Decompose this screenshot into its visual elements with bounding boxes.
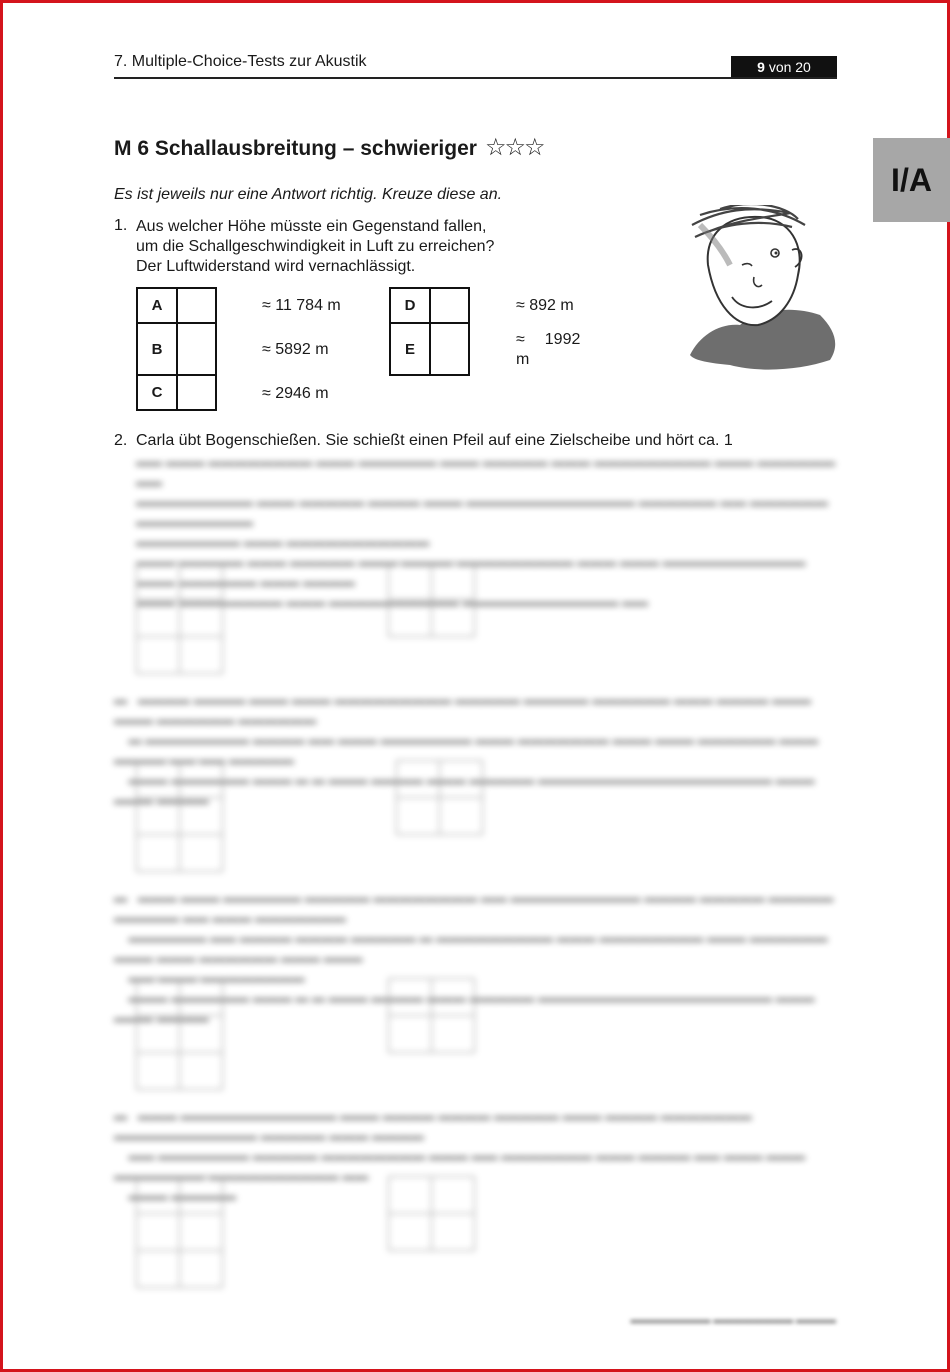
page-title-text: M 6 Schallausbreitung – schwieriger (114, 137, 477, 160)
blurred-grid (388, 1176, 475, 1251)
q1-option-e-unit: m (516, 351, 530, 368)
blurred-text-block: ▬ ▬▬▬ ▬▬▬ ▬▬▬▬▬▬ ▬▬▬▬▬ ▬▬▬▬▬▬▬▬ ▬▬ ▬▬▬▬▬▬▬▬▬▬ ▬▬▬▬ ▬▬▬▬▬ ▬▬▬▬▬ ▬▬▬▬▬ ▬▬ ▬▬▬ ▬▬▬▬▬▬▬ ▬▬▬▬▬▬ ▬▬ ▬▬▬▬ ▬▬▬▬ ▬▬▬▬▬ ▬ ▬▬▬▬▬▬▬▬▬ ▬▬▬ ▬▬▬▬▬▬▬▬ ▬▬▬ ▬▬▬▬▬▬ ▬▬▬ ▬▬▬ ▬▬▬▬▬▬ ▬▬▬ ▬▬▬ ▬▬ ▬▬▬ ▬▬▬▬▬▬▬▬ ▬▬▬ ▬▬▬▬▬▬ ▬▬▬ ▬ ▬ ▬▬▬ ▬▬▬▬ ▬▬▬ ▬▬▬▬▬ ▬▬▬▬▬▬▬▬▬▬▬▬▬▬▬▬▬▬ ▬▬▬ ▬▬▬ ▬▬▬▬ (114, 890, 834, 1025)
page-title (114, 133, 544, 161)
q1-answer-grid-right (389, 287, 470, 376)
blurred-grid (388, 562, 475, 637)
blurred-grid (136, 1176, 223, 1288)
q1-letter-d: D (390, 288, 430, 323)
q1-option-d: ≈ 892 m (516, 297, 574, 314)
q1-answer-grid-left (136, 287, 217, 411)
question-1-text: Aus welcher Höhe müsste ein Gegenstand fallen, um die Schallgeschwindigkeit in Luft zu erreichen? Der Luftwiderstand wird vernachlässigt. (136, 218, 495, 275)
blurred-grid (136, 978, 223, 1090)
q1-checkbox-c[interactable] (177, 375, 216, 410)
page-indicator (731, 56, 837, 78)
q1-letter-e: E (390, 323, 430, 375)
section-tab: I/A (873, 138, 950, 222)
q1-checkbox-b[interactable] (177, 323, 216, 375)
page-total: von 20 (768, 59, 811, 75)
q1-checkbox-e[interactable] (430, 323, 469, 375)
q1-checkbox-d[interactable] (430, 288, 469, 323)
blurred-text-block: ▬ ▬▬▬ ▬▬▬▬▬▬▬▬▬▬▬▬ ▬▬▬ ▬▬▬▬ ▬▬▬▬ ▬▬▬▬▬ ▬▬▬ ▬▬▬▬ ▬▬▬▬▬▬▬ ▬▬▬▬▬▬▬▬▬▬▬ ▬▬▬▬▬ ▬▬▬ ▬▬▬▬ ▬▬ ▬▬▬▬▬▬▬ ▬▬▬▬▬ ▬▬▬▬▬▬▬▬ ▬▬▬ ▬▬ ▬▬▬▬▬▬▬ ▬▬▬ ▬▬▬▬ ▬▬ ▬▬▬ ▬▬▬ ▬▬▬▬▬▬▬ ▬▬▬▬▬▬▬▬▬▬ ▬▬ ▬▬▬ ▬▬▬▬▬ (114, 1108, 806, 1203)
difficulty-stars-icon: ☆☆☆ (484, 133, 544, 161)
blurred-grid (136, 760, 223, 872)
q1-checkbox-a[interactable] (177, 288, 216, 323)
q1-letter-b: B (137, 323, 177, 375)
blurred-grid (136, 562, 223, 674)
blurred-text-block: ▬ ▬▬▬▬ ▬▬▬▬ ▬▬▬ ▬▬▬ ▬▬▬▬▬▬▬▬▬ ▬▬▬▬▬ ▬▬▬▬▬ ▬▬▬▬▬▬ ▬▬▬ ▬▬▬▬ ▬▬▬ ▬▬▬ ▬▬▬▬▬▬ ▬▬▬▬▬▬ ▬ ▬▬▬▬▬▬▬▬ ▬▬▬▬ ▬▬ ▬▬▬ ▬▬▬▬▬▬▬ ▬▬▬ ▬▬▬▬▬▬▬ ▬▬▬ ▬▬▬ ▬▬▬▬▬▬ ▬▬▬ ▬▬▬▬ ▬▬ ▬▬ ▬▬▬▬▬ ▬▬▬ ▬▬▬▬▬▬ ▬▬▬ ▬ ▬ ▬▬▬ ▬▬▬▬ ▬▬▬ ▬▬▬▬▬ ▬▬▬▬▬▬▬▬▬▬▬▬▬▬▬▬▬▬ ▬▬▬ ▬▬▬ ▬▬▬▬ (114, 692, 819, 807)
q1-option-e (516, 330, 596, 370)
q1-letter-c: C (137, 375, 177, 410)
blurred-grid (388, 978, 475, 1053)
header-title: 7. Multiple-Choice-Tests zur Akustik (114, 53, 367, 70)
header-rule (114, 77, 837, 79)
blurred-text-block: ▬▬ ▬▬▬ ▬▬▬▬▬▬▬▬ ▬▬▬ ▬▬▬▬▬▬ ▬▬▬ ▬▬▬▬▬ ▬▬▬ ▬▬▬▬▬▬▬▬▬ ▬▬▬ ▬▬▬▬▬▬ ▬▬ ▬▬▬▬▬▬▬▬▬ ▬▬▬ ▬▬▬▬▬ ▬▬▬▬ ▬▬▬ ▬▬▬▬▬▬▬▬▬▬▬▬▬ ▬▬▬▬▬▬ ▬▬ ▬▬▬▬▬▬ ▬▬▬▬▬▬▬▬▬ ▬▬▬▬▬▬▬▬ ▬▬▬ ▬▬▬▬▬▬▬▬▬▬▬ ▬▬▬ ▬▬▬▬▬ ▬▬▬ ▬▬▬▬▬ ▬▬▬ ▬▬▬▬ ▬▬▬▬▬▬▬▬▬ ▬▬▬ ▬▬▬ ▬▬▬▬▬▬▬▬▬▬▬ ▬▬▬ ▬▬▬▬▬▬ ▬▬▬ ▬▬▬▬ ▬▬▬ ▬▬▬▬▬▬▬▬ ▬▬▬ ▬▬▬▬▬▬▬▬▬▬ ▬▬▬▬▬▬▬▬▬▬▬▬ ▬▬ (136, 454, 836, 609)
cartoon-boy-illustration (680, 205, 840, 375)
q1-option-a: ≈ 11 784 m (262, 297, 341, 314)
question-2-number: 2. (114, 432, 128, 449)
question-1-number: 1. (114, 217, 128, 234)
q1-option-c: ≈ 2946 m (262, 385, 329, 402)
instruction: Es ist jeweils nur eine Antwort richtig. Kreuze diese an. (114, 186, 503, 203)
footer-copyright: ▬▬▬▬▬▬▬▬ ▬▬▬▬▬▬▬▬ ▬▬▬▬ (630, 1315, 836, 1326)
q1-option-e-number: 1992 (544, 331, 581, 348)
q1-option-e-approx: ≈ (516, 331, 525, 348)
page-current: 9 (757, 59, 765, 75)
q1-letter-a: A (137, 288, 177, 323)
blurred-grid (396, 760, 483, 835)
blurred-content (114, 452, 838, 1203)
q1-option-b: ≈ 5892 m (262, 341, 329, 358)
question-2-text: Carla übt Bogenschießen. Sie schießt einen Pfeil auf eine Zielscheibe und hört ca. 1 (136, 432, 733, 449)
